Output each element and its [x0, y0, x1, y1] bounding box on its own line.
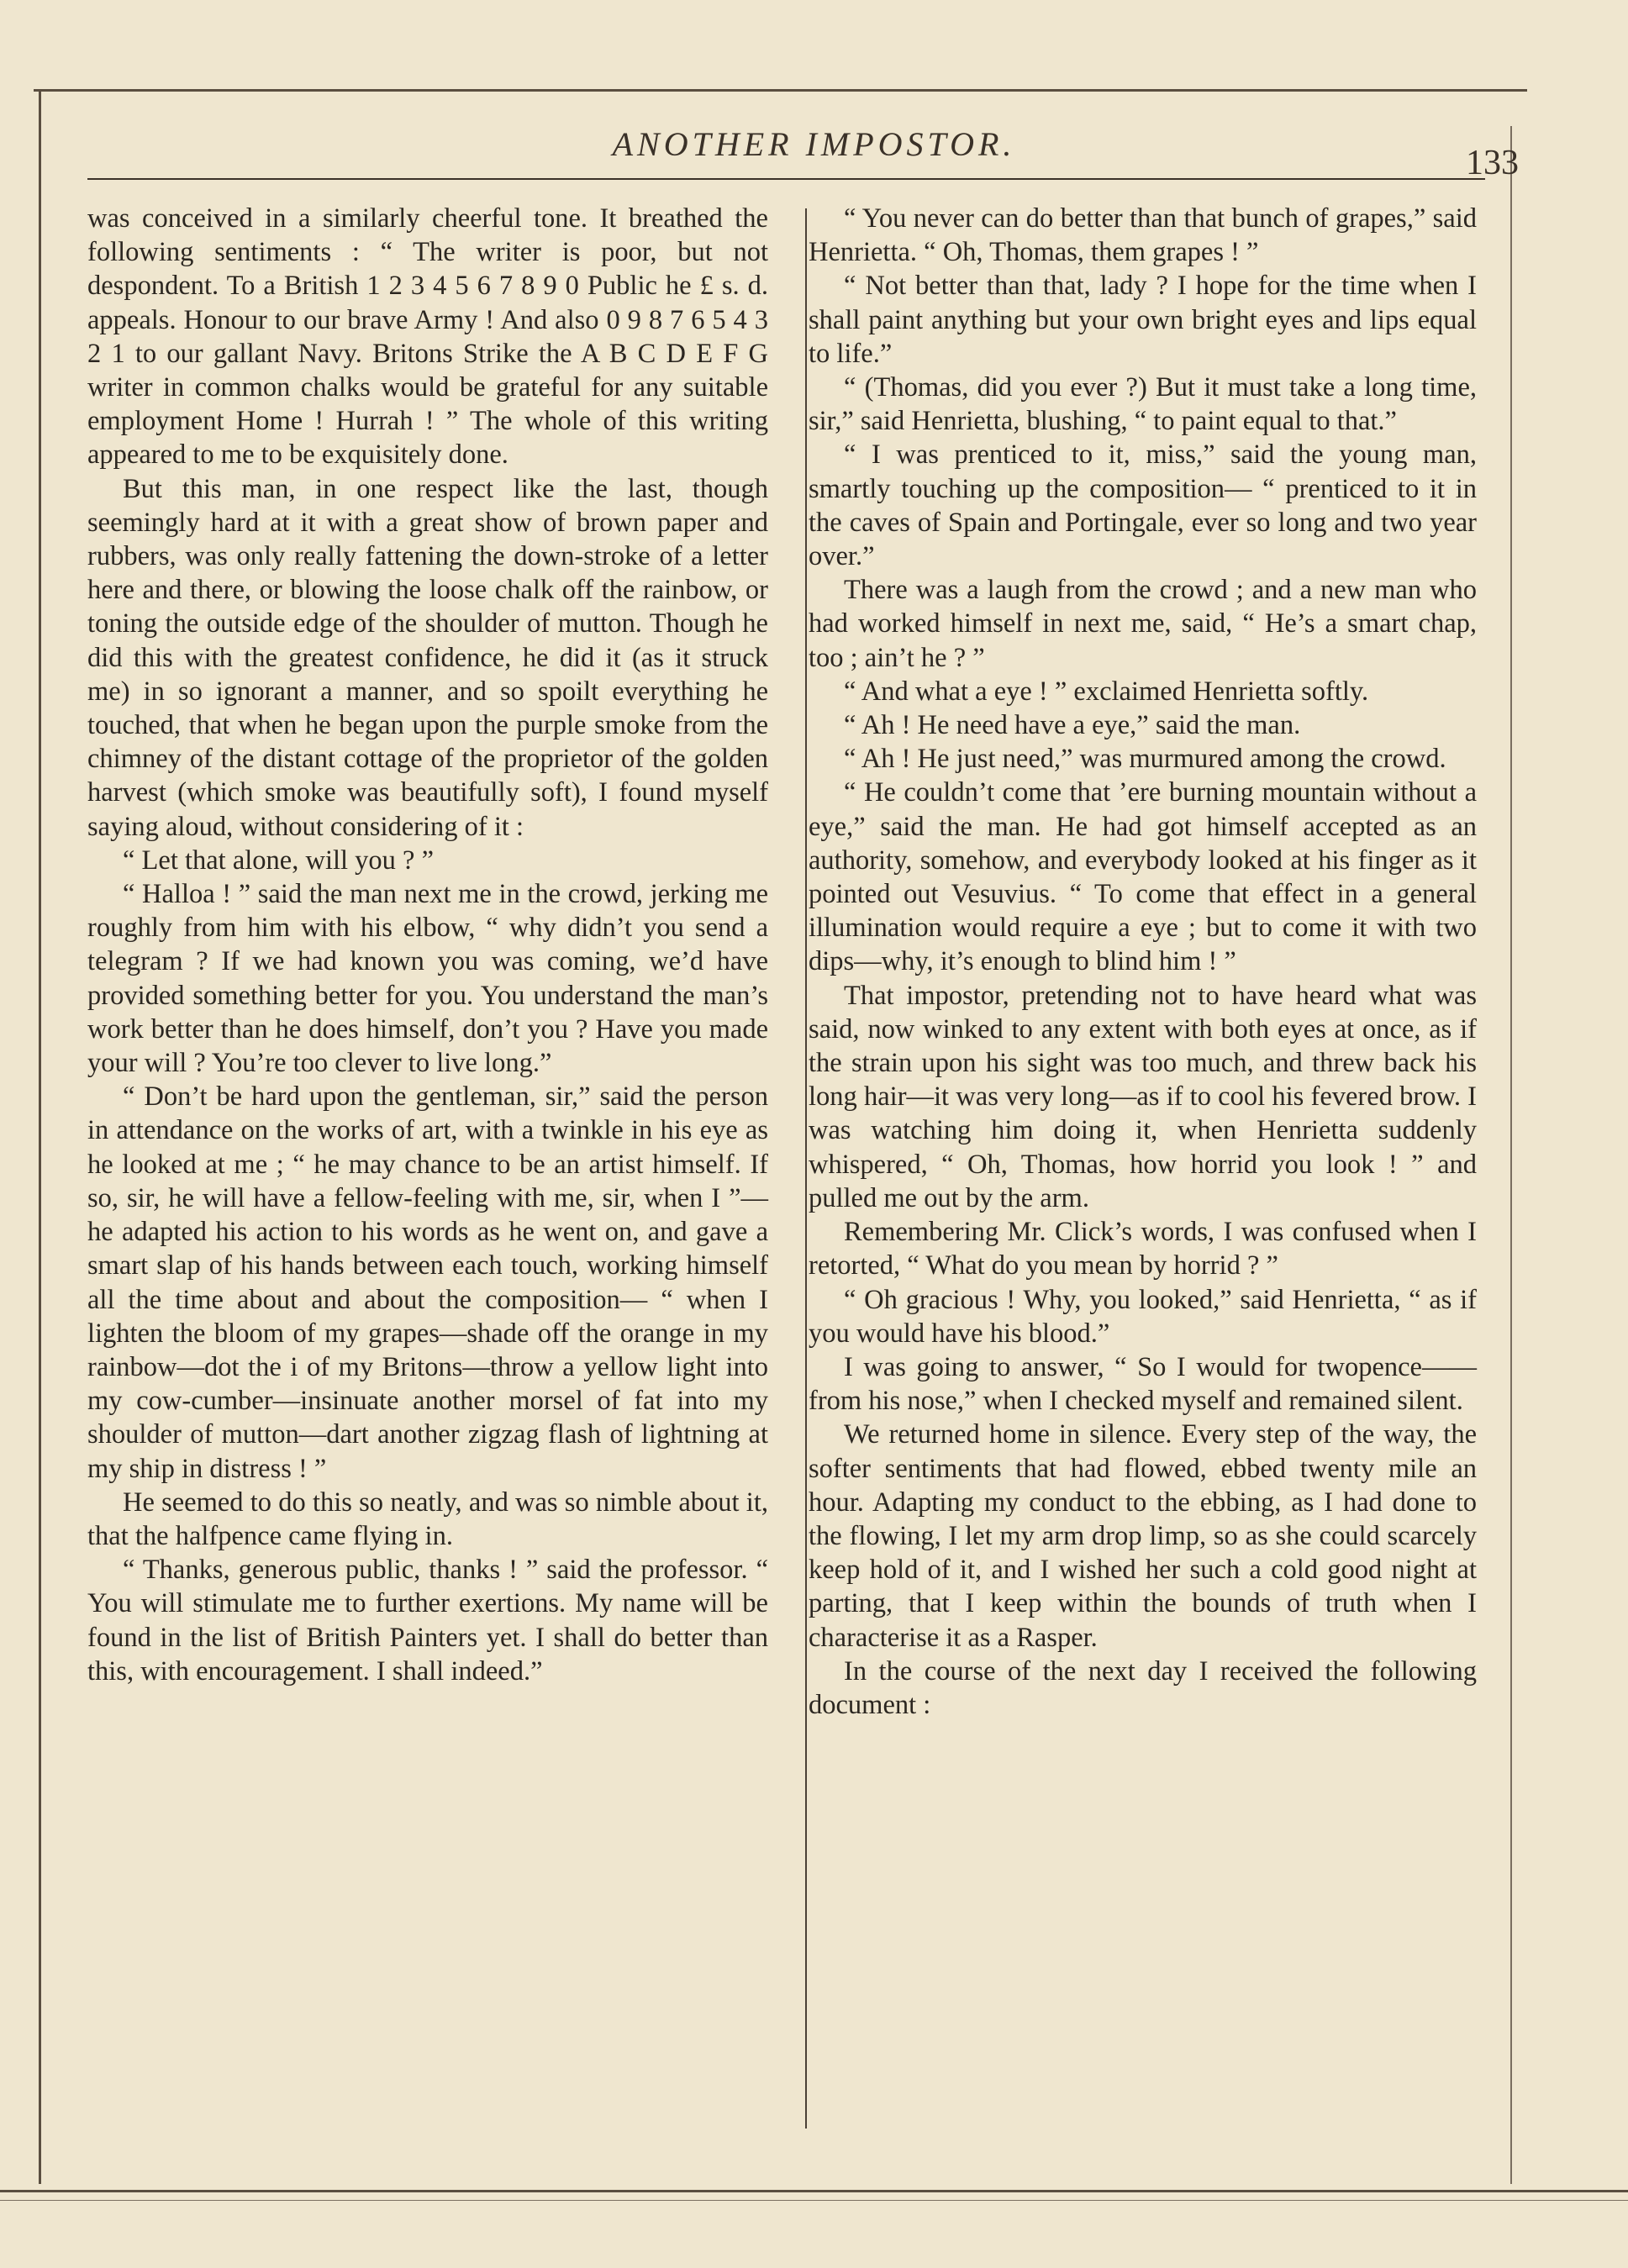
- paragraph: “ Thanks, generous public, thanks ! ” said the professor. “ You will stimulate me to further exertions. My name will be found in the list of British Painters yet. I shall do better than this, with encouragement. I shall indeed.”: [87, 1555, 768, 1687]
- page-border-right: [1510, 126, 1512, 2184]
- paragraph: There was a laugh from the crowd ; and a new man who had worked himself in next me, said, “ He’s a smart chap, too ; ain’t he ? ”: [809, 575, 1477, 673]
- paragraph: “ You never can do better than that bunch of grapes,” said Henrietta. “ Oh, Thomas, them grapes ! ”: [809, 203, 1477, 268]
- paragraph: “ He couldn’t come that ’ere burning mountain without a eye,” said the man. He had got himself accepted as an authority, somehow, and everybody looked at his finger as it pointed out Vesuvius. “ To come that effect in a general illumination would require a eye ; but to come it with two dips—why, it’s enough to blind him ! ”: [809, 777, 1477, 977]
- header-rule: [87, 178, 1485, 180]
- paragraph: “ Oh gracious ! Why, you looked,” said Henrietta, “ as if you would have his blood.”: [809, 1284, 1477, 1349]
- paragraph: In the course of the next day I received the following document :: [809, 1655, 1477, 1720]
- paragraph: “ Let that alone, will you ? ”: [123, 845, 435, 876]
- paragraph: “ Ah ! He just need,” was murmured among the crowd.: [844, 744, 1446, 775]
- paragraph: “ And what a eye ! ” exclaimed Henrietta softly.: [844, 676, 1369, 707]
- right-column: [809, 202, 1477, 1722]
- paragraph: “ Halloa ! ” said the man next me in the crowd, jerking me roughly from him with his elbow, “ why didn’t you send a telegram ? If we had known you was coming, we’d have provided something better for you. You understand the man’s work better than he does himself, don’t you ? Have you made your will ? You’re too clever to live long.”: [87, 879, 768, 1079]
- page-number: 133: [1466, 144, 1519, 182]
- paragraph: He seemed to do this so neatly, and was so nimble about it, that the halfpence came flying in.: [87, 1487, 768, 1551]
- page-border-bottom-inner: [0, 2200, 1628, 2201]
- paragraph: That impostor, pretending not to have heard what was said, now winked to any extent with both eyes at once, as if the strain upon his sight was too much, and threw back his long hair—it was very long—as if to cool his fevered brow. I was watching him doing it, when Henrietta suddenly whispered, “ Oh, Thomas, how horrid you look ! ” and pulled me out by the arm.: [809, 980, 1477, 1213]
- paragraph: We returned home in silence. Every step of the way, the softer sentiments that had flowed, ebbed twenty mile an hour. Adapting my conduct to the ebbing, as I had done to the flowing, I let my arm drop limp, so as she could scarcely keep hold of it, and I wished her such a cold good night at parting, that I keep within the bounds of truth when I characterise it as a Rasper.: [809, 1419, 1477, 1653]
- paragraph: “ Ah ! He need have a eye,” said the man.: [844, 710, 1301, 741]
- left-column: [87, 202, 768, 1688]
- paragraph: Remembering Mr. Click’s words, I was confused when I retorted, “ What do you mean by horrid ? ”: [809, 1217, 1477, 1281]
- page-border-left: [39, 89, 41, 2184]
- paragraph: “ (Thomas, did you ever ?) But it must take a long time, sir,” said Henrietta, blushing, “ to paint equal to that.”: [809, 372, 1477, 437]
- paragraph: “ I was prenticed to it, miss,” said the young man, smartly touching up the composition— “ prenticed to it in the caves of Spain and Portingale, ever so long and two year over.”: [809, 439, 1477, 572]
- paragraph: “ Not better than that, lady ? I hope for the time when I shall paint anything but your own bright eyes and lips equal to life.”: [809, 271, 1477, 369]
- paragraph: But this man, in one respect like the last, though seemingly hard at it with a great show of brown paper and rubbers, was only really fattening the down-stroke of a letter here and there, or blowing the loose chalk off the rainbow, or toning the outside edge of the shoulder of mutton. Though he did this with the greatest confidence, he did it (as it struck me) in so ignorant a manner, and so spoilt everything he touched, that when he began upon the purple smoke from the chimney of the distant cottage of the proprietor of the golden harvest (which smoke was beautifully soft), I found myself saying aloud, without considering of it :: [87, 473, 768, 842]
- page-border-top: [34, 89, 1527, 92]
- paragraph: I was going to answer, “ So I would for twopence——from his nose,” when I checked myself and remained silent.: [809, 1351, 1477, 1417]
- column-divider: [805, 208, 807, 2129]
- paragraph: was conceived in a similarly cheerful tone. It breathed the following sentiments : “ The writer is poor, but not despondent. To a British 1 2 3 4 5 6 7 8 9 0 Public he £ s. d. appeals. Honour to our brave Army ! And also 0 9 8 7 6 5 4 3 2 1 to our gallant Navy. Britons Strike the A B C D E F G writer in common chalks would be grateful for any suitable employment Home ! Hurrah ! ” The whole of this writing appeared to me to be exquisitely done.: [87, 203, 768, 471]
- running-title: ANOTHER IMPOSTOR.: [612, 125, 1016, 163]
- page-border-bottom: [0, 2190, 1628, 2192]
- paragraph: “ Don’t be hard upon the gentleman, sir,” said the person in attendance on the works of art, with a twinkle in his eye as he looked at me ; “ he may chance to be an artist himself. If so, sir, he will have a fellow-feeling with me, sir, when I ”—he adapted his action to his words as he went on, and gave a smart slap of his hands between each touch, working himself all the time about and about the composition— “ when I lighten the bloom of my grapes—shade off the orange in my rainbow—dot the i of my Britons—throw a yellow light into my cow-cumber—insinuate another morsel of fat into my shoulder of mutton—dart another zigzag flash of lightning at my ship in distress ! ”: [87, 1081, 768, 1484]
